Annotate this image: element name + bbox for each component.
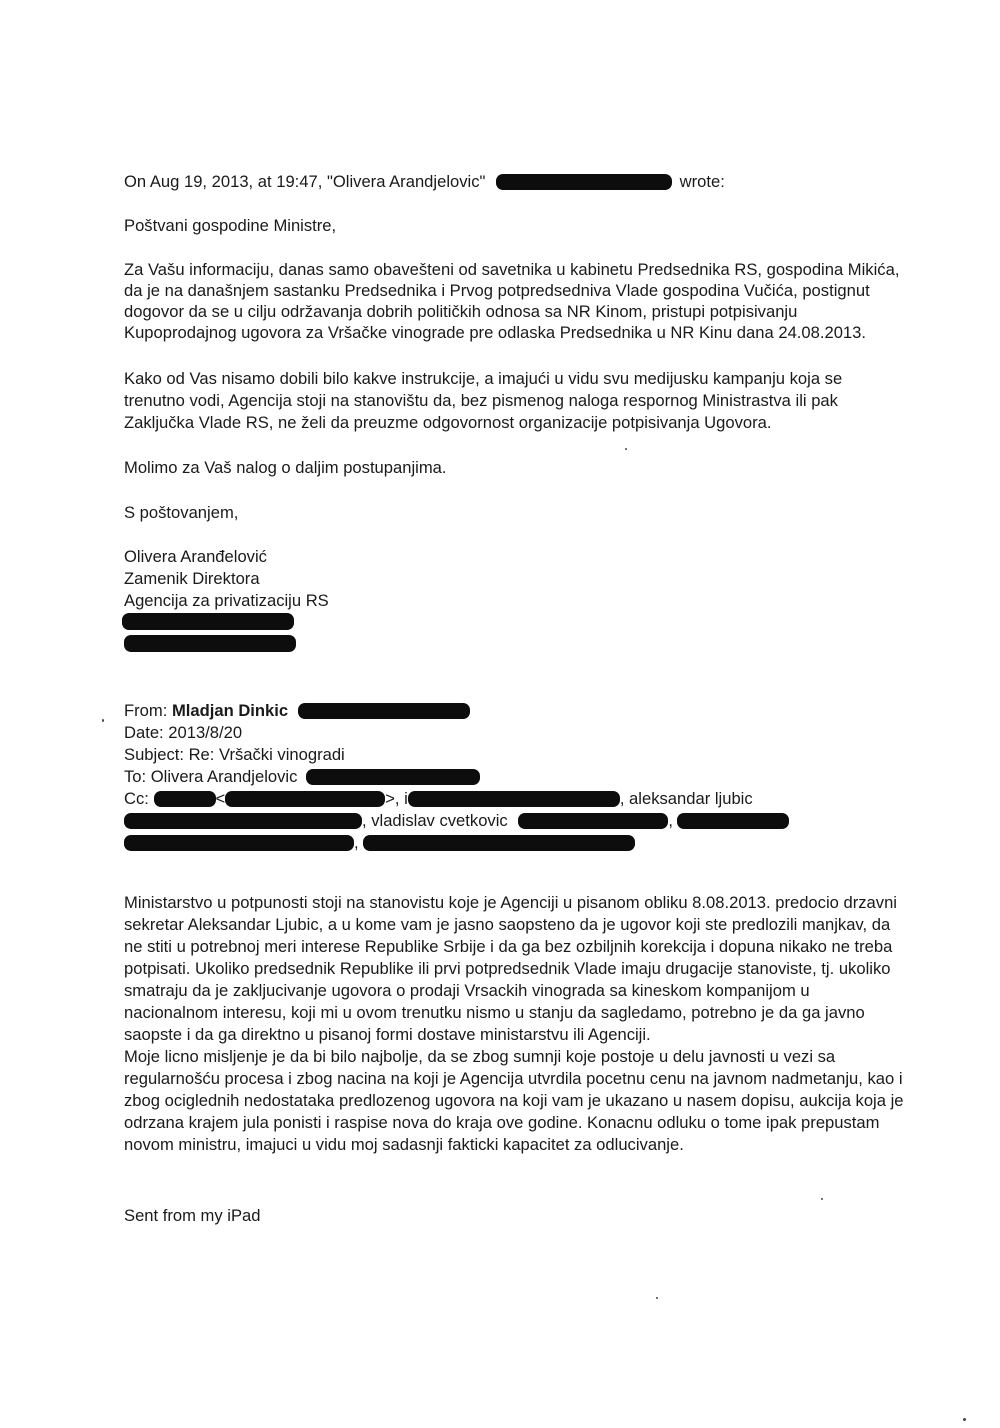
from-label: From: [124,701,172,720]
body-line: potpisati. Ukoliko predsednik Republike ili prvi potpredsednik Vlade imaju drugacije stanoviste, tj. ukoliko [124,959,891,978]
email1-header-prefix: On Aug 19, 2013, at 19:47, "Olivera Arandjelovic" [124,172,486,191]
cc-name-vladislav: , vladislav cvetkovic [362,811,508,830]
body-line: odrzana krajem jula ponisti i raspise nova do kraja ove godine. Konacnu odluku o tome ipak prepustam [124,1113,880,1132]
redaction-bar [496,174,672,190]
scan-speck [821,1198,823,1200]
paragraph-line: da je na današnjem sastanku Predsednika i Prvog potpredsedniva Vlade gospodina Vučića, postignut [124,281,870,300]
body-line: zbog ociglednih nedostataka predlozenog ugovora na koji vam je ukazano u nasem dopisu, aukcija koja je [124,1091,904,1110]
paragraph-line: Za Vašu informaciju, danas samo obavešteni od savetnika u kabinetu Predsednika RS, gospodina Mikića, [124,260,900,279]
signature-title: Zamenik Direktora [124,569,260,588]
scan-speck [963,1418,966,1421]
body-line: sekretar Aleksandar Ljubic, a u kome vam je jasno saopsteno da je ugovor koji ste predlozili manjkav, da [124,915,891,934]
to-line [124,767,480,787]
paragraph-line: dogovor da se u cilju održavanja dobrih političkih odnosa sa NR Kinom, pristupi potpisivanju [124,302,798,321]
cc-bracket: < [215,789,226,808]
signature-name: Olivera Aranđelović [124,547,267,566]
cc-line-3 [124,833,635,853]
signature-organization: Agencija za privatizaciju RS [124,591,329,610]
redaction-bar [677,813,789,829]
body-line: smatraju da je zakljucivanje ugovora o prodaji Vrsackih vinograda sa kineskom kompanijom u [124,981,810,1000]
redaction-bar [408,791,620,807]
sent-from-footer: Sent from my iPad [124,1206,261,1225]
cc-label: Cc: [124,789,154,808]
body-line: Ministarstvo u potpunosti stoji na stanovistu koje je Agenciji u pisanom obliku 8.08.2013. predocio drzavni [124,893,897,912]
redaction-bar [225,791,385,807]
body-line: saopste i da ga direktno u pisanoj formi dostave ministarstvu ili Agenciji. [124,1025,651,1044]
paragraph-line: Kupoprodajnog ugovora za Vršačke vinograde pre odlaska Predsednika u NR Kinu dana 24.08.2013. [124,323,866,342]
redaction-bar [124,635,296,652]
redaction-bar [124,835,354,851]
body-line: nacionalnom interesu, koji mi u ovom trenutku nismo u stanju da sagledamo, potrebno je da ga javno [124,1003,865,1022]
redaction-bar [298,703,470,719]
paragraph-line: Zaključka Vlade RS, ne želi da preuzme odgovornost organizacije potpisivanja Ugovora. [124,413,772,432]
cc-line-2 [124,811,789,831]
body-line: ne stiti u potrebnoj meri interese Republike Srbije i da ga bez ozbiljnih korekcija i dopuna nikako ne treba [124,937,893,956]
request-line: Molimo za Vaš nalog o daljim postupanjima. [124,458,447,477]
redaction-bar [518,813,668,829]
cc-comma: , [354,833,359,852]
body-line: regularnošću procesa i zbog nacina na koji je Agencija utvrdila pocetnu cenu na javnom nadmetanju, kao i [124,1069,903,1088]
scan-speck [625,448,627,450]
redaction-bar [124,813,362,829]
to-text: To: Olivera Arandjelovic [124,767,298,786]
cc-comma: , [668,811,673,830]
scan-speck [656,1297,658,1299]
paragraph-line: trenutno vodi, Agencija stoji na stanovištu da, bez pismenog naloga respornog Ministrastva ili pak [124,391,838,410]
email1-header-suffix: wrote: [679,172,725,191]
from-line [124,701,470,721]
cc-separator: >, i [385,789,408,808]
closing-line: S poštovanjem, [124,503,239,522]
redaction-bar [306,769,480,785]
cc-line [124,789,753,809]
body-line: Moje licno misljenje je da bi bilo najbolje, da se zbog sumnji koje postoje u delu javnosti u vezi sa [124,1047,836,1066]
from-name: Mladjan Dinkic [171,701,289,720]
redaction-bar [122,613,294,630]
redaction-bar [363,835,635,851]
scan-speck [102,719,104,722]
date-line: Date: 2013/8/20 [124,723,243,742]
subject-line: Subject: Re: Vršački vinogradi [124,745,345,764]
body-line: novom ministru, imajuci u vidu moj sadasnji fakticki kapacitet za odlucivanje. [124,1135,684,1154]
paragraph-line: Kako od Vas nisamo dobili bilo kakve instrukcije, a imajući u vidu svu medijusku kampanju koja se [124,369,843,388]
redaction-bar [154,791,216,807]
cc-name-aleksandar: , aleksandar ljubic [619,789,753,808]
salutation: Poštvani gospodine Ministre, [124,216,337,235]
email1-header [124,172,725,192]
